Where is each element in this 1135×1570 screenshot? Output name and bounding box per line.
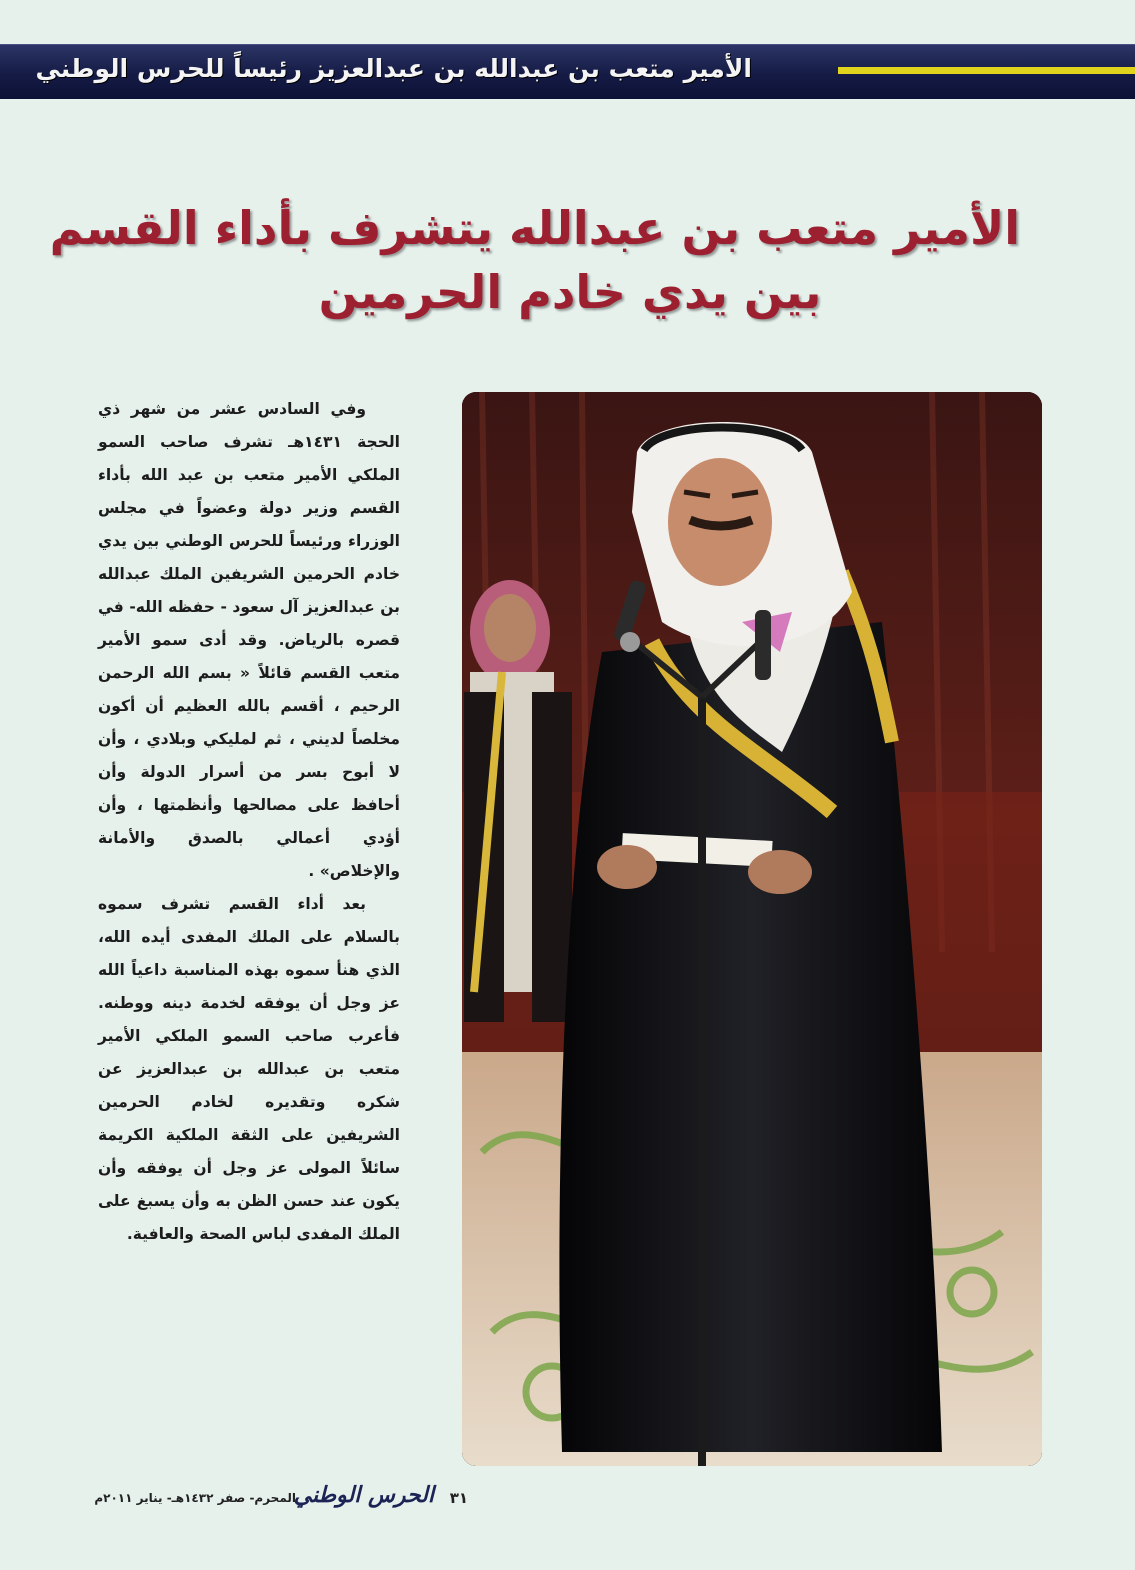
magazine-name: الحرس الوطني	[293, 1483, 434, 1508]
article-body	[98, 393, 400, 1251]
headline-line-1: الأمير متعب بن عبدالله يتشرف بأداء القسم	[49, 201, 1020, 255]
issue-date: المحرم- صفر ١٤٣٢هـ- يناير ٢٠١١م	[94, 1491, 296, 1505]
header-accent-line	[838, 67, 1135, 74]
section-title: الأمير متعب بن عبدالله بن عبدالعزيز رئيساً للحرس الوطني	[35, 54, 752, 83]
page-number: ٣١	[449, 1489, 468, 1507]
section-header-band	[0, 44, 1135, 99]
article-photo	[462, 392, 1042, 1466]
headline-line-2: بين يدي خادم الحرمين	[318, 265, 822, 319]
article-paragraph-1: وفي السادس عشر من شهر ذي الحجة ١٤٣١هـ تشرف صاحب السمو الملكي الأمير متعب بن عبد الله بأداء القسم وزير دولة وعضواً في مجلس الوزراء ورئيساً للحرس الوطني بين يدي خادم الحرمين الشريفين الملك عبدالله بن عبدالعزيز آل سعود - حفظه الله- في قصره بالرياض. وقد أدى سمو الأمير متعب القسم قائلاً « بسم الله الرحمن الرحيم ، أقسم بالله العظيم أن أكون مخلصاً لديني ، ثم لمليكي وبلادي ، وأن لا أبوح بسر من أسرار الدولة وأن أحافظ على مصالحها وأنظمتها ، وأن أؤدي أعمالي بالصدق والأمانة والإخلاص» .	[98, 400, 400, 880]
article-headline	[49, 196, 1020, 324]
article-paragraph-2: بعد أداء القسم تشرف سموه بالسلام على الملك المفدى أيده الله، الذي هنأ سموه بهذه المناسبة داعياً الله عز وجل أن يوفقه لخدمة دينه ووطنه. فأعرب صاحب السمو الملكي الأمير متعب بن عبدالله بن عبدالعزيز عن شكره وتقديره لخادم الحرمين الشريفين على الثقة الملكية الكريمة سائلاً المولى عز وجل أن يوفقه وأن يكون عند حسن الظن به وأن يسبغ على الملك المفدى لباس الصحة والعافية.	[98, 895, 400, 1243]
page-footer	[94, 1483, 468, 1515]
photo-illustration	[462, 392, 1042, 1466]
